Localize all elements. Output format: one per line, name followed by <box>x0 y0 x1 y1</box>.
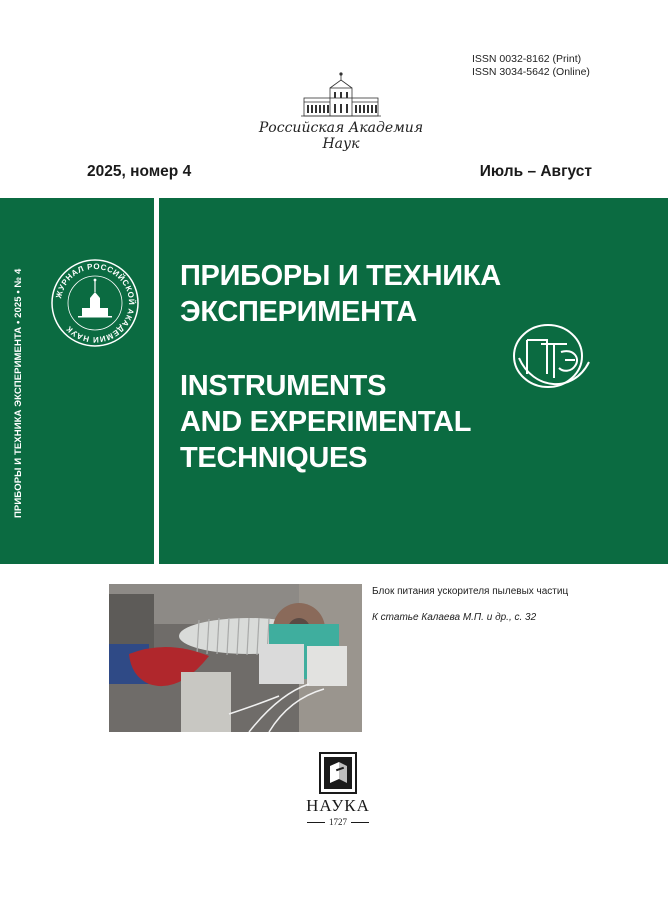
journal-title-en <box>180 368 471 476</box>
title-en-line1: INSTRUMENTS <box>180 370 387 402</box>
title-ru-line1: ПРИБОРЫ И ТЕХНИКА <box>180 260 501 292</box>
band-divider <box>154 198 159 564</box>
issn-online: ISSN 3034-5642 (Online) <box>472 66 590 78</box>
academy-name: Российская Академия Наук <box>258 120 424 152</box>
issn-print: ISSN 0032-8162 (Print) <box>472 53 582 65</box>
year-rule-left <box>307 822 325 823</box>
journal-seal-icon <box>50 258 140 348</box>
publisher-name: НАУКА <box>306 796 370 815</box>
title-en-line3: TECHNIQUES <box>180 442 368 474</box>
pte-monogram-icon <box>505 318 595 394</box>
spine-text: ПРИБОРЫ И ТЕХНИКА ЭКСПЕРИМЕНТА • 2025 • № 4 <box>13 268 24 518</box>
issue-number: 2025, номер 4 <box>87 163 192 180</box>
issue-months: Июль – Август <box>479 163 592 180</box>
cover-photo <box>109 584 362 732</box>
journal-title-ru <box>180 258 501 330</box>
publisher-year: 1727 <box>329 817 347 827</box>
publisher-year-line <box>290 817 386 827</box>
issn-block <box>472 53 590 79</box>
photo-caption: Блок питания ускорителя пылевых частиц <box>372 586 569 597</box>
title-ru-line2: ЭКСПЕРИМЕНТА <box>180 296 417 328</box>
nauka-publisher-icon <box>319 752 357 794</box>
photo-reference: К статье Калаева М.П. и др., с. 32 <box>372 612 537 623</box>
title-en-line2: AND EXPERIMENTAL <box>180 406 472 438</box>
year-rule-right <box>351 822 369 823</box>
seal-text: ЖУРНАЛ РОССИЙСКОЙ АКАДЕМИИ НАУК <box>54 261 137 345</box>
